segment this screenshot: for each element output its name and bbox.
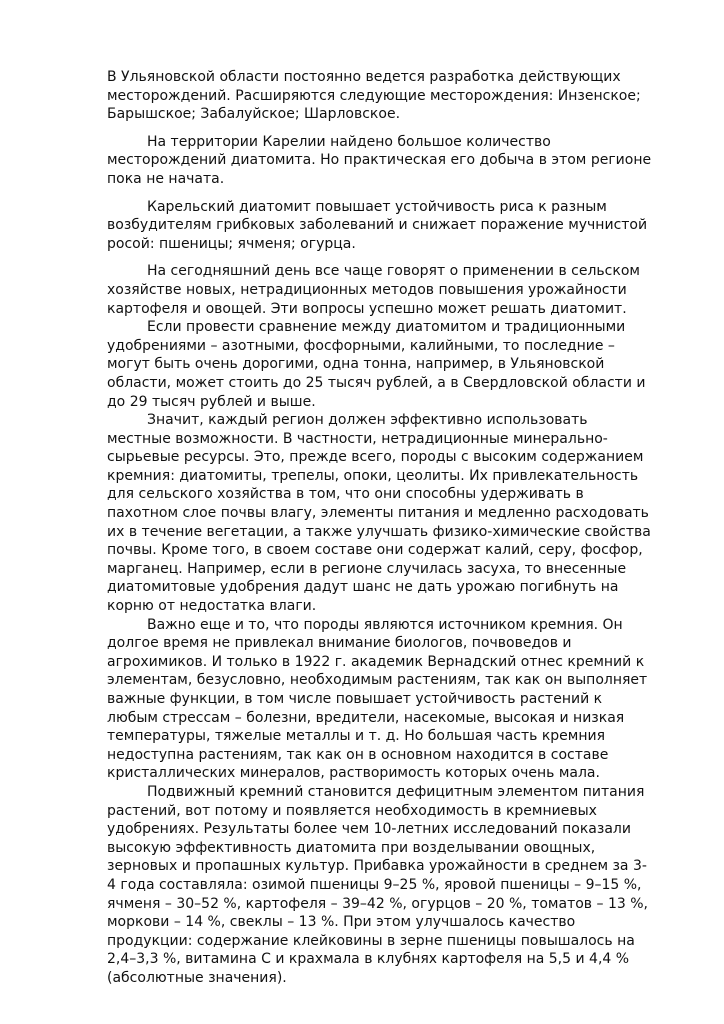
paragraph-new-methods: На сегодняшний день все чаще говорят о применении в сельском хозяйстве новых, нетрадиционных методов повышения урожайности картофеля и овощей. Эти вопросы успешно может решать диатомит.: [107, 263, 640, 317]
paragraph-comparison: Если провести сравнение между диатомитом и традиционными удобрениями – азотными, фосфорными, калийными, то последние – могут быть очень дорогими, одна тонна, например, в Ульяновской области, может стоить до 25 тысяч рублей, а в Свердловской области и до 29 тысяч рублей и выше.: [107, 319, 646, 410]
paragraph-silicon-source: Важно еще и то, что породы являются источником кремния. Он долгое время не привлекал внимание биологов, почвоведов и агрохимиков. И только в 1922 г. академик Вернадский отнес кремний к элементам, безусловно, необходимым растениям, так как он выполняет важные функции, в том числе повышает устойчивость растений к любым стрессам – болезни, вредители, насекомые, высокая и низкая температуры, тяжелые металлы и т. д. Но большая часть кремния недоступна растениям, так как он в основном находится в составе кристаллических минералов, растворимость которых очень мала.: [107, 616, 648, 782]
paragraph-karelia-deposits: На территории Карелии найдено большое количество месторождений диатомита. Но практическая его добыча в этом регионе пока не начата.: [107, 133, 652, 187]
paragraph-ulyanovsk-deposits: В Ульяновской области постоянно ведется разработка действующих месторождений. Расширяются следующие месторождения: Инзенское; Барышское; Забалуйское; Шарловское.: [107, 69, 641, 123]
paragraph-local-resources: Значит, каждый регион должен эффективно использовать местные возможности. В частности, нетрадиционные минерально-сырьевые ресурсы. Это, прежде всего, породы с высоким содержанием кремния: диатомиты, трепелы, опоки, цеолиты. Их привлекательность для сельского хозяйства в том, что они способны удерживать в пахотном слое почвы влагу, элементы питания и медленно расходовать их в течение вегетации, а также улучшать физико-химические свойства почвы. Кроме того, в своем составе они содержат калий, серу, фосфор, марганец. Например, если в регионе случилась засуха, то внесенные диатомитовые удобрения дадут шанс не дать урожаю погибнуть на корню от недостатка влаги.: [107, 412, 651, 615]
paragraph-karelia-diatomite: Карельский диатомит повышает устойчивость риса к разным возбудителям грибковых заболеваний и снижает поражение мучнистой росой: пшеницы; ячменя; огурца.: [107, 198, 648, 252]
document-page: [107, 68, 655, 988]
paragraph-mobile-silicon: Подвижный кремний становится дефицитным элементом питания растений, вот потому и появляется необходимость в кремниевых удобрениях. Результаты более чем 10-летних исследований показали высокую эффективность диатомита при возделывании овощных, зерновых и пропашных культур. Прибавка урожайности в среднем за 3-4 года составляла: озимой пшеницы 9–25 %, яровой пшеницы – 9–15 %, ячменя – 30–52 %, картофеля – 39–42 %, огурцов – 20 %, томатов – 13 %, моркови – 14 %, свеклы – 13 %. При этом улучшалось качество продукции: содержание клейковины в зерне пшеницы повышалось на 2,4–3,3 %, витамина С и крахмала в клубнях картофеля на 5,5 и 4,4 % (абсолютные значения).: [107, 783, 648, 986]
